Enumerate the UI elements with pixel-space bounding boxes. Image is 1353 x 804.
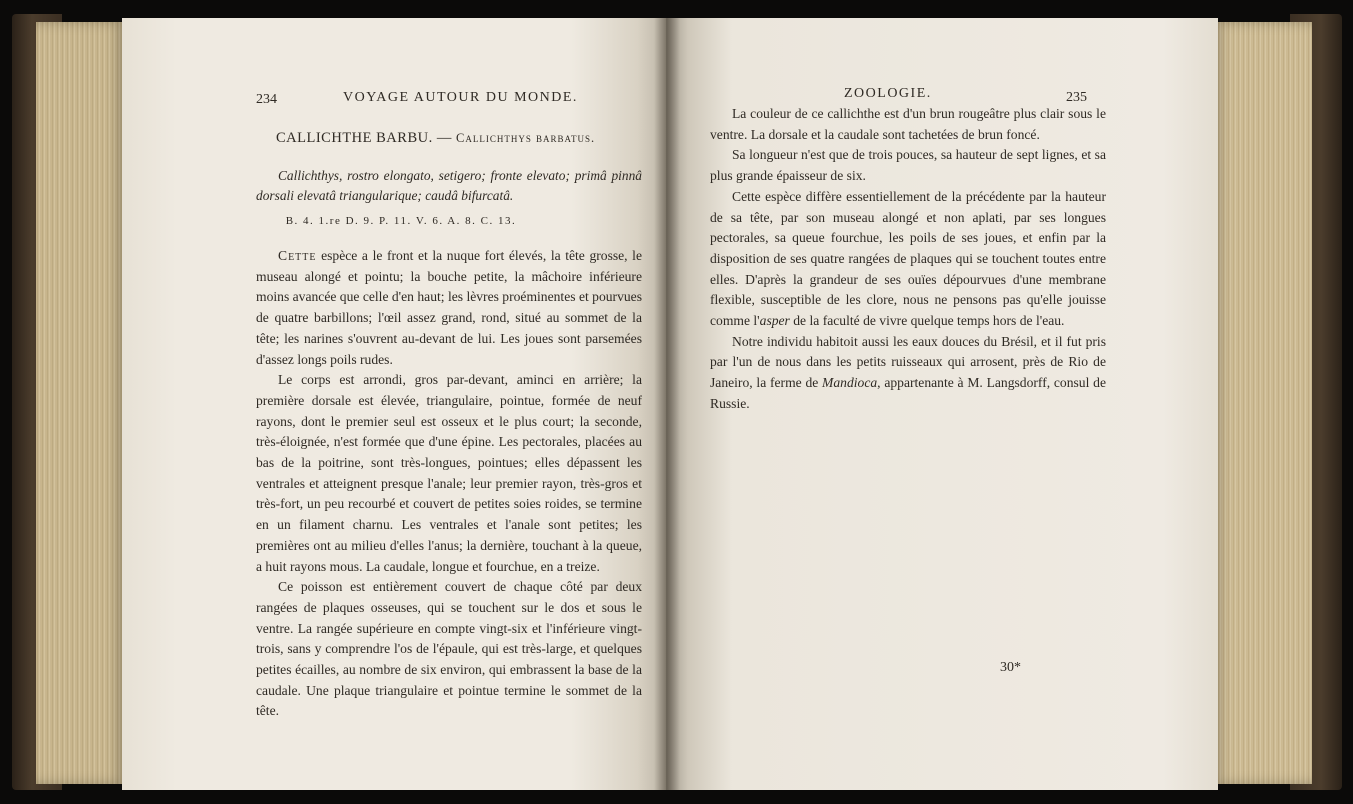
signature-mark: 30* — [1000, 660, 1021, 675]
page-edges-right — [1212, 22, 1312, 784]
paragraph-lead-word: Cette — [278, 248, 317, 263]
book-gutter — [654, 18, 680, 790]
right-paragraph-3: Cette espèce diffère essentiellement de la précédente par la hauteur de sa tête, par son museau alongé et non aplati, par ses longues pectorales, sa queue fourchue, les poils de ses joues, et enfin par la disposition de ses quatre rangées de plaques qui se touchent toutes entre elles. D'après la grandeur de ses ouïes dépourvues d'une membrane flexible, susceptible de les clore, nous ne pensons pas qu'elle jouisse comme l'asper de la faculté de vivre quelque temps hors de l'eau. — [710, 188, 1106, 329]
page-number-left: 234 — [256, 92, 277, 107]
page-edges-left — [36, 22, 126, 784]
right-paragraph-1: La couleur de ce callichthe est d'un brun rougeâtre plus clair sous le ventre. La dorsale et la caudale sont tachetées de brun foncé. — [710, 106, 1106, 142]
right-paragraph-2: Sa longueur n'est que de trois pouces, sa hauteur de sept lignes, et sa plus grande épaisseur de six. — [710, 147, 1106, 184]
fin-formula: B. 4. 1.re D. 9. P. 11. V. 6. A. 8. C. 13. — [285, 215, 517, 227]
running-head-left: VOYAGE AUTOUR DU MONDE. — [343, 90, 578, 105]
left-paragraph-2: Le corps est arrondi, gros par-devant, aminci en arrière; la première dorsale est élevée, triangulaire, pointue, formée de neuf rayons, dont le premier seul est osseux et le plus court; la seconde, très-éloignée, n'est formée que d'une épine. Les pectorales, placées au bas de la poitrine, sont très-longues, pointues; elles dépassent les ventrales et atteignent presque l'anale; leur premier rayon, très-gros et très-fort, un peu recourbé et couvert de petites soies roides, se termine en un filament charnu. Les ventrales et l'anale sont petites; les premières ont au milieu d'elles l'anus; la dernière, touchant à la queue, a huit rayons mous. La caudale, longue et fourchue, en a treize. — [256, 372, 642, 574]
italic-term-mandioca: Mandioca — [822, 375, 878, 391]
left-body — [256, 246, 642, 722]
left-paragraph-1: Cette espèce a le front et la nuque fort élevés, la tête grosse, le museau alongé et pointu; la bouche petite, la mâchoire inférieure moins avancée que celle d'en haut; les lèvres proéminentes et pourvues de quatre barbillons; l'œil assez grand, rond, situé au sommet de la tête; les narines s'ouvrent au-devant de lui. Les joues sont parsemées d'assez longs poils rudes. — [256, 248, 642, 367]
section-title — [276, 130, 595, 147]
section-title-french: CALLICHTHE BARBU. — — [276, 130, 456, 146]
running-head-right: ZOOLOGIE. — [844, 86, 932, 101]
right-body — [710, 104, 1106, 415]
latin-diagnosis: Callichthys, rostro elongato, setigero; fronte elevato; primâ pinnâ dorsali elevatâ triangularique; caudâ bifurcatâ. — [256, 168, 642, 203]
page-number-right: 235 — [1066, 90, 1087, 105]
right-paragraph-4: Notre individu habitoit aussi les eaux douces du Brésil, et il fut pris par l'un de nous dans les petits ruisseaux qui arrosent, près de Rio de Janeiro, la ferme de Mandioca, appartenante à M. Langsdorff, consul de Russie. — [710, 333, 1106, 411]
italic-term-asper: asper — [759, 313, 790, 329]
section-title-latin: Callichthys barbatus. — [455, 131, 596, 145]
left-paragraph-3: Ce poisson est entièrement couvert de chaque côté par deux rangées de plaques osseuses, qui se touchent sur le dos et sous le ventre. La rangée supérieure en compte vingt-six et l'inférieure vingt-trois, sans y comprendre l'os de l'épaule, qui est très-large, et quelques petites écailles, au nombre de six environ, qui embrassent la base de la caudale. Une plaque triangulaire et pointue termine le sommet de la tête. — [256, 579, 642, 719]
